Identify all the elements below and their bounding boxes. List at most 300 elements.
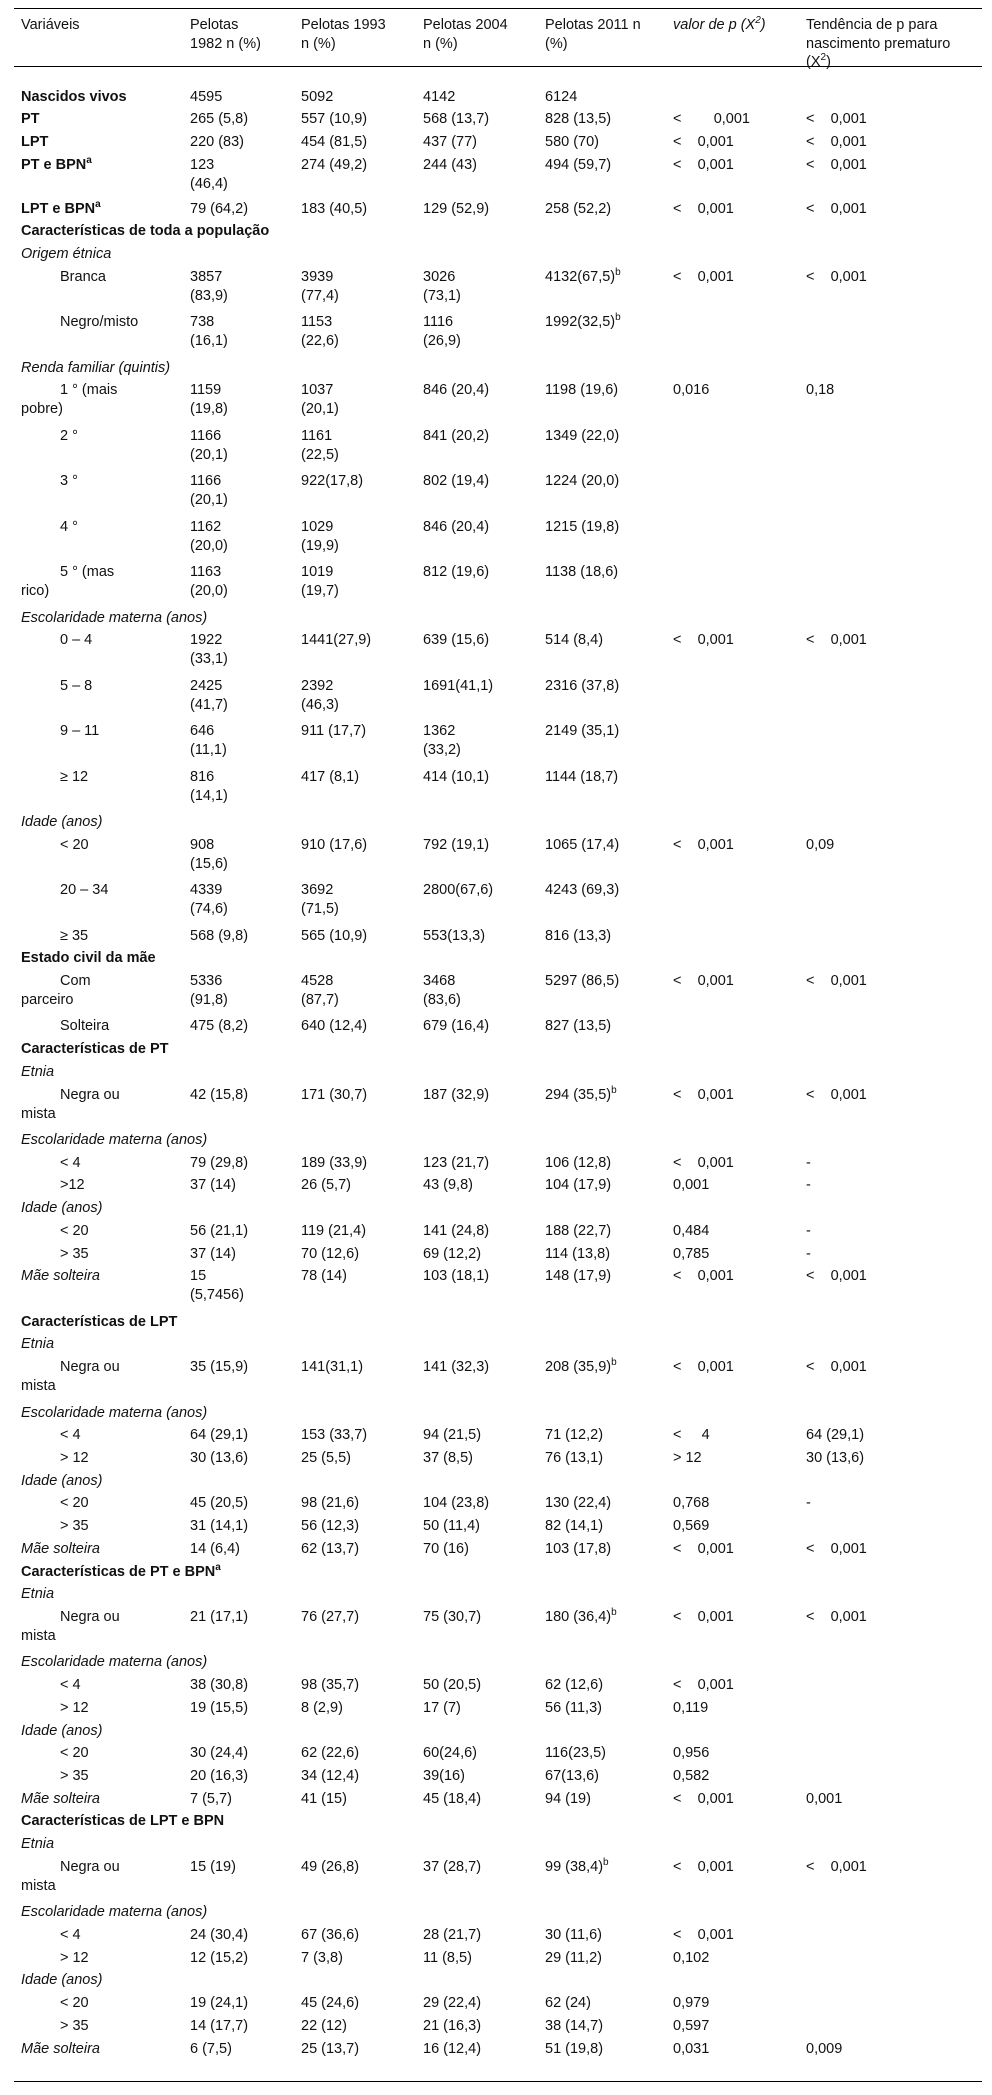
cell-text: < 0,001 xyxy=(673,1791,734,1807)
cell-text: - xyxy=(806,1246,811,1262)
cell-text: 1144 (18,7) xyxy=(545,769,619,785)
row-label-text: rico) xyxy=(21,583,50,599)
row-label xyxy=(21,222,269,241)
row-label xyxy=(21,381,117,419)
cell-text: 827 (13,5) xyxy=(545,1018,612,1034)
table-cell-c1 xyxy=(190,1017,248,1036)
row-label-text: Negra ou xyxy=(60,1087,120,1103)
cell-text: (33,2) xyxy=(423,742,461,758)
cell-text: 24 (30,4) xyxy=(190,1927,249,1943)
row-label-text: Negra ou xyxy=(60,1359,120,1375)
row-label xyxy=(21,1086,120,1124)
cell-text: (20,1) xyxy=(190,447,228,463)
trend-cell xyxy=(806,972,867,991)
table-cell-c2 xyxy=(301,677,339,715)
row-label xyxy=(60,1926,81,1945)
cell-text: 1224 (20,0) xyxy=(545,473,620,489)
p-value-cell xyxy=(673,631,734,650)
table-cell-c4 xyxy=(545,156,611,175)
row-label xyxy=(60,1176,85,1195)
row-label xyxy=(60,1994,89,2013)
row-label xyxy=(60,1949,89,1968)
cell-text: 0,785 xyxy=(673,1246,710,1262)
cell-text: (71,5) xyxy=(301,901,339,917)
header-pelotas-2004: Pelotas 2004 n (%) xyxy=(423,17,508,52)
cell-text: 25 (13,7) xyxy=(301,2041,360,2057)
cell-text: 31 (14,1) xyxy=(190,1518,249,1534)
cell-text: 29 (22,4) xyxy=(423,1995,482,2011)
row-label xyxy=(21,200,101,219)
row-label-text: > 35 xyxy=(60,2018,89,2034)
table-cell-c2 xyxy=(301,1858,359,1877)
cell-text: 553(13,3) xyxy=(423,928,486,944)
table-cell-c2 xyxy=(301,2040,359,2059)
row-label xyxy=(60,1494,89,1513)
table-cell-c3 xyxy=(423,1540,469,1559)
row-label-text: Mãe solteira xyxy=(21,1541,100,1557)
cell-text: 0,956 xyxy=(673,1745,710,1761)
cell-text: 103 (18,1) xyxy=(423,1268,490,1284)
cell-text: (83,9) xyxy=(190,288,228,304)
cell-text: 38 (30,8) xyxy=(190,1677,249,1693)
cell-text: 3026 xyxy=(423,269,456,285)
cell-text: 3468 xyxy=(423,973,456,989)
cell-text: 4243 (69,3) xyxy=(545,882,620,898)
footnote-marker: b xyxy=(615,312,621,324)
cell-text: 37 (28,7) xyxy=(423,1859,482,1875)
cell-text: 67 (36,6) xyxy=(301,1927,360,1943)
cell-text: (46,3) xyxy=(301,697,339,713)
trend-cell xyxy=(806,268,867,287)
table-cell-c3 xyxy=(423,110,489,129)
row-label xyxy=(60,768,88,787)
table-cell-c1 xyxy=(190,1086,248,1105)
table-cell-c3 xyxy=(423,1949,472,1968)
row-label-text: Estado civil da mãe xyxy=(21,950,156,966)
table-cell-c1 xyxy=(190,1540,240,1559)
table-cell-c3 xyxy=(423,2040,481,2059)
p-value-cell xyxy=(673,381,709,400)
cell-text: 679 (16,4) xyxy=(423,1018,490,1034)
cell-text: 37 (14) xyxy=(190,1177,236,1193)
table-cell-c4 xyxy=(545,2017,603,2036)
table-cell-c3 xyxy=(423,381,489,400)
cell-text: 15 xyxy=(190,1268,207,1284)
row-label-text: PT e BPN xyxy=(21,157,87,173)
cell-text: (11,1) xyxy=(190,742,227,758)
cell-text: (77,4) xyxy=(301,288,339,304)
cell-text: 141 (32,3) xyxy=(423,1359,490,1375)
table-cell-c3 xyxy=(423,563,489,582)
row-label xyxy=(21,1563,221,1582)
cell-text: 148 (17,9) xyxy=(545,1268,612,1284)
row-label xyxy=(60,427,78,446)
cell-text: 208 (35,9) xyxy=(545,1359,612,1375)
cell-text: 1441(27,9) xyxy=(301,632,372,648)
cell-text: - xyxy=(806,1155,811,1171)
cell-text: 568 (13,7) xyxy=(423,111,490,127)
table-cell-c2 xyxy=(301,1222,366,1241)
table-cell-c1 xyxy=(190,472,228,510)
row-label-text: Com xyxy=(60,973,91,989)
cell-text: 78 (14) xyxy=(301,1268,347,1284)
p-value-cell xyxy=(673,1676,734,1695)
table-cell-c1 xyxy=(190,1358,248,1377)
cell-text: 1162 xyxy=(190,519,222,535)
table-cell-c4 xyxy=(545,1222,611,1241)
cell-text: 1349 (22,0) xyxy=(545,428,620,444)
cell-text: 2316 (37,8) xyxy=(545,678,620,694)
row-label xyxy=(21,563,114,601)
cell-text: 141(31,1) xyxy=(301,1359,364,1375)
cell-text: 220 (83) xyxy=(190,134,245,150)
cell-text: < 0,001 xyxy=(806,632,867,648)
table-cell-c4 xyxy=(545,268,621,287)
row-label xyxy=(21,1199,102,1218)
row-label xyxy=(21,133,48,152)
cell-text: 71 (12,2) xyxy=(545,1427,604,1443)
header-pelotas-2011: Pelotas 2011 n (%) xyxy=(545,17,641,52)
table-cell-c4 xyxy=(545,631,603,650)
table-cell-c3 xyxy=(423,1608,481,1627)
cell-text: 116(23,5) xyxy=(545,1745,606,1761)
trend-cell xyxy=(806,1176,811,1195)
cell-text: 1166 xyxy=(190,428,222,444)
table-cell-c1 xyxy=(190,88,222,107)
cell-text: < 0,001 xyxy=(673,134,734,150)
table-cell-c2 xyxy=(301,427,339,465)
p-value-cell xyxy=(673,1449,702,1468)
table-cell-c2 xyxy=(301,722,366,741)
cell-text: 69 (12,2) xyxy=(423,1246,482,1262)
cell-text: 812 (19,6) xyxy=(423,564,490,580)
p-value-cell xyxy=(673,1608,734,1627)
row-label xyxy=(21,245,111,264)
table-cell-c1 xyxy=(190,631,228,669)
trend-cell xyxy=(806,1222,811,1241)
table-cell-c2 xyxy=(301,1608,359,1627)
cell-text: 1116 xyxy=(423,314,454,330)
p-value-cell xyxy=(673,1358,734,1377)
row-label xyxy=(60,1245,89,1264)
row-label xyxy=(21,1608,120,1646)
cell-text: (91,8) xyxy=(190,992,228,1008)
cell-text: (83,6) xyxy=(423,992,461,1008)
cell-text: 76 (27,7) xyxy=(301,1609,360,1625)
table-cell-c2 xyxy=(301,1426,367,1445)
cell-text: 19 (24,1) xyxy=(190,1995,249,2011)
trend-cell xyxy=(806,110,867,129)
table-cell-c2 xyxy=(301,110,367,129)
trend-cell xyxy=(806,1608,867,1627)
row-label-text: ≥ 35 xyxy=(60,928,89,944)
cell-text: 1198 (19,6) xyxy=(545,382,619,398)
table-cell-c4 xyxy=(545,1154,611,1173)
cell-text: (73,1) xyxy=(423,288,461,304)
header-rule xyxy=(14,66,982,67)
cell-text: (5,7456) xyxy=(190,1287,245,1303)
cell-text: 104 (23,8) xyxy=(423,1495,490,1511)
row-label xyxy=(60,1699,89,1718)
row-label-text: PT xyxy=(21,111,40,127)
table-cell-c1 xyxy=(190,1222,248,1241)
cell-text: 62 (24) xyxy=(545,1995,591,2011)
row-label xyxy=(60,631,92,650)
trend-cell xyxy=(806,1790,842,1809)
cell-text: 494 (59,7) xyxy=(545,157,612,173)
table-cell-c1 xyxy=(190,563,228,601)
row-label xyxy=(60,677,92,696)
cell-text: 56 (21,1) xyxy=(190,1223,249,1239)
trend-cell xyxy=(806,200,867,219)
cell-text: 49 (26,8) xyxy=(301,1859,360,1875)
row-label xyxy=(21,110,40,129)
table-cell-c4 xyxy=(545,927,611,946)
p-value-cell xyxy=(673,1494,709,1513)
cell-text: 3939 xyxy=(301,269,334,285)
cell-text: 8 (2,9) xyxy=(301,1700,343,1716)
table-cell-c3 xyxy=(423,200,489,219)
row-label xyxy=(21,1653,207,1672)
cell-text: 180 (36,4) xyxy=(545,1609,612,1625)
cell-text: 911 (17,7) xyxy=(301,723,367,739)
cell-text: 1037 xyxy=(301,382,334,398)
table-cell-c2 xyxy=(301,1245,359,1264)
cell-text: 62 (13,7) xyxy=(301,1541,360,1557)
p-value-cell xyxy=(673,1086,734,1105)
table-cell-c1 xyxy=(190,133,244,152)
table-cell-c2 xyxy=(301,563,339,601)
table-cell-c3 xyxy=(423,1858,481,1877)
table-cell-c4 xyxy=(545,1744,606,1763)
p-value-cell xyxy=(673,1767,709,1786)
table-cell-c3 xyxy=(423,1086,489,1105)
cell-text: 274 (49,2) xyxy=(301,157,368,173)
table-cell-c2 xyxy=(301,268,339,306)
table-cell-c4 xyxy=(545,2040,603,2059)
table-cell-c4 xyxy=(545,677,619,696)
row-label-text: Branca xyxy=(60,269,106,285)
row-label xyxy=(21,972,91,1010)
row-label xyxy=(60,518,78,537)
table-cell-c4 xyxy=(545,972,619,991)
row-label-text: > 35 xyxy=(60,1768,89,1784)
cell-text: 123 (21,7) xyxy=(423,1155,490,1171)
row-label xyxy=(60,1767,89,1786)
cell-text: 171 (30,7) xyxy=(301,1087,368,1103)
cell-text: (26,9) xyxy=(423,333,461,349)
cell-text: 94 (21,5) xyxy=(423,1427,482,1443)
table-cell-c2 xyxy=(301,156,367,175)
table-cell-c3 xyxy=(423,1517,480,1536)
row-label xyxy=(60,1676,81,1695)
table-cell-c2 xyxy=(301,1926,359,1945)
cell-text: 11 (8,5) xyxy=(423,1950,472,1966)
row-label xyxy=(60,927,88,946)
cell-text: 846 (20,4) xyxy=(423,519,490,535)
cell-text: 0,102 xyxy=(673,1950,710,1966)
row-label xyxy=(60,881,108,900)
row-label xyxy=(21,1722,102,1741)
table-cell-c4 xyxy=(545,1676,603,1695)
row-label-text: Renda familiar (quintis) xyxy=(21,360,171,376)
table-cell-c3 xyxy=(423,472,489,491)
table-cell-c1 xyxy=(190,381,228,419)
row-label-text: 5 ° (mas xyxy=(60,564,115,580)
row-label-text: Características de LPT e BPN xyxy=(21,1813,225,1829)
cell-text: 1362 xyxy=(423,723,456,739)
row-label xyxy=(60,472,78,491)
table-cell-c2 xyxy=(301,631,371,650)
cell-text: (14,1) xyxy=(190,788,228,804)
trend-cell xyxy=(806,1449,864,1468)
row-label xyxy=(21,1472,102,1491)
table-cell-c3 xyxy=(423,1245,481,1264)
row-label-text: < 20 xyxy=(60,1495,89,1511)
table-cell-c3 xyxy=(423,1358,489,1377)
row-label-text: Etnia xyxy=(21,1836,55,1852)
table-cell-c1 xyxy=(190,1494,248,1513)
row-label-text: Etnia xyxy=(21,1064,55,1080)
table-cell-c1 xyxy=(190,972,228,1010)
row-label xyxy=(21,949,156,968)
cell-text: 0,001 xyxy=(673,1177,710,1193)
table-cell-c2 xyxy=(301,1154,367,1173)
trend-cell xyxy=(806,156,867,175)
row-label-text: Origem étnica xyxy=(21,246,112,262)
cell-text: 21 (16,3) xyxy=(423,2018,482,2034)
table-cell-c1 xyxy=(190,768,228,806)
table-cell-c4 xyxy=(545,881,619,900)
row-label-text: mista xyxy=(21,1106,56,1122)
cell-text: (19,7) xyxy=(301,583,339,599)
row-label-text: >12 xyxy=(60,1177,85,1193)
table-cell-c1 xyxy=(190,836,228,874)
cell-text: (15,6) xyxy=(190,856,228,872)
cell-text: 75 (30,7) xyxy=(423,1609,482,1625)
cell-text: 0,09 xyxy=(806,837,835,853)
table-cell-c2 xyxy=(301,1267,347,1286)
row-label-text: mista xyxy=(21,1628,56,1644)
table-cell-c4 xyxy=(545,1449,603,1468)
p-value-cell xyxy=(673,1245,709,1264)
cell-text: 802 (19,4) xyxy=(423,473,490,489)
cell-text: 1029 xyxy=(301,519,334,535)
row-label-text: < 4 xyxy=(60,1155,81,1171)
cell-text: < 0,001 xyxy=(806,1609,867,1625)
table-cell-c3 xyxy=(423,927,485,946)
trend-cell xyxy=(806,1086,867,1105)
cell-text: 39(16) xyxy=(423,1768,465,1784)
row-label-text: LPT e BPN xyxy=(21,201,96,217)
p-value-cell xyxy=(673,1699,708,1718)
cell-text: 0,119 xyxy=(673,1700,709,1716)
table-cell-c3 xyxy=(423,972,461,1010)
cell-text: 79 (29,8) xyxy=(190,1155,249,1171)
footnote-marker: b xyxy=(611,1085,617,1097)
cell-text: 1163 xyxy=(190,564,222,580)
table-cell-c1 xyxy=(190,1449,248,1468)
row-label-text: Etnia xyxy=(21,1336,55,1352)
table-cell-c4 xyxy=(545,1926,602,1945)
table-cell-c4 xyxy=(545,1858,609,1877)
table-cell-c4 xyxy=(545,1426,603,1445)
cell-text: 1161 xyxy=(301,428,333,444)
row-label-text: Idade (anos) xyxy=(21,1473,103,1489)
row-label xyxy=(21,1585,54,1604)
trend-cell xyxy=(806,1858,867,1877)
cell-text: 0,18 xyxy=(806,382,835,398)
cell-text: 37 (8,5) xyxy=(423,1450,473,1466)
table-cell-c4 xyxy=(545,1086,617,1105)
cell-text: 19 (15,5) xyxy=(190,1700,249,1716)
p-value-cell xyxy=(673,133,734,152)
row-label-text: Escolaridade materna (anos) xyxy=(21,1904,208,1920)
cell-text: < 0,001 xyxy=(806,1268,867,1284)
table-cell-c1 xyxy=(190,427,228,465)
row-label-text: < 4 xyxy=(60,1927,81,1943)
cell-text: 35 (15,9) xyxy=(190,1359,249,1375)
cell-text: 20 (16,3) xyxy=(190,1768,249,1784)
table-cell-c4 xyxy=(545,1494,611,1513)
cell-text: < 0,001 xyxy=(673,1609,734,1625)
cell-text: 45 (20,5) xyxy=(190,1495,249,1511)
row-label-text: Idade (anos) xyxy=(21,1200,103,1216)
row-label xyxy=(60,1222,89,1241)
table-cell-c4 xyxy=(545,1949,602,1968)
row-label-text: Características de PT xyxy=(21,1041,169,1057)
table-cell-c2 xyxy=(301,2017,347,2036)
table-cell-c3 xyxy=(423,88,455,107)
cell-text: < 0,001 xyxy=(673,1268,734,1284)
table-cell-c2 xyxy=(301,1086,367,1105)
cell-text: 22 (12) xyxy=(301,2018,347,2034)
table-cell-c1 xyxy=(190,1949,248,1968)
table-cell-c2 xyxy=(301,200,367,219)
cell-text: (20,0) xyxy=(190,583,228,599)
row-label-text: Características de PT e BPN xyxy=(21,1564,216,1580)
cell-text: 2392 xyxy=(301,678,334,694)
p-value-cell xyxy=(673,268,734,287)
cell-text: 0,016 xyxy=(673,382,710,398)
cell-text: 45 (24,6) xyxy=(301,1995,360,2011)
cell-text: < 0,001 xyxy=(673,632,734,648)
cell-text: 0,001 xyxy=(806,1791,843,1807)
cell-text: 43 (9,8) xyxy=(423,1177,473,1193)
cell-text: 265 (5,8) xyxy=(190,111,249,127)
cell-text: 26 (5,7) xyxy=(301,1177,351,1193)
cell-text: 67(13,6) xyxy=(545,1768,600,1784)
cell-text: 738 xyxy=(190,314,215,330)
table-cell-c4 xyxy=(545,1699,602,1718)
p-value-cell xyxy=(673,156,734,175)
cell-text: > 12 xyxy=(673,1450,702,1466)
table-cell-c1 xyxy=(190,1744,248,1763)
row-label-text: Idade (anos) xyxy=(21,1972,103,1988)
table-cell-c1 xyxy=(190,881,228,919)
cell-text: 4142 xyxy=(423,89,456,105)
table-cell-c4 xyxy=(545,1358,617,1377)
row-label xyxy=(21,1971,102,1990)
cell-text: 153 (33,7) xyxy=(301,1427,368,1443)
cell-text: 104 (17,9) xyxy=(545,1177,612,1193)
row-label-text: Idade (anos) xyxy=(21,814,103,830)
cell-text: 6 (7,5) xyxy=(190,2041,232,2057)
table-top-rule xyxy=(14,8,982,9)
cell-text: 29 (11,2) xyxy=(545,1950,602,1966)
cell-text: < 0,001 xyxy=(673,1087,734,1103)
table-cell-c3 xyxy=(423,836,489,855)
